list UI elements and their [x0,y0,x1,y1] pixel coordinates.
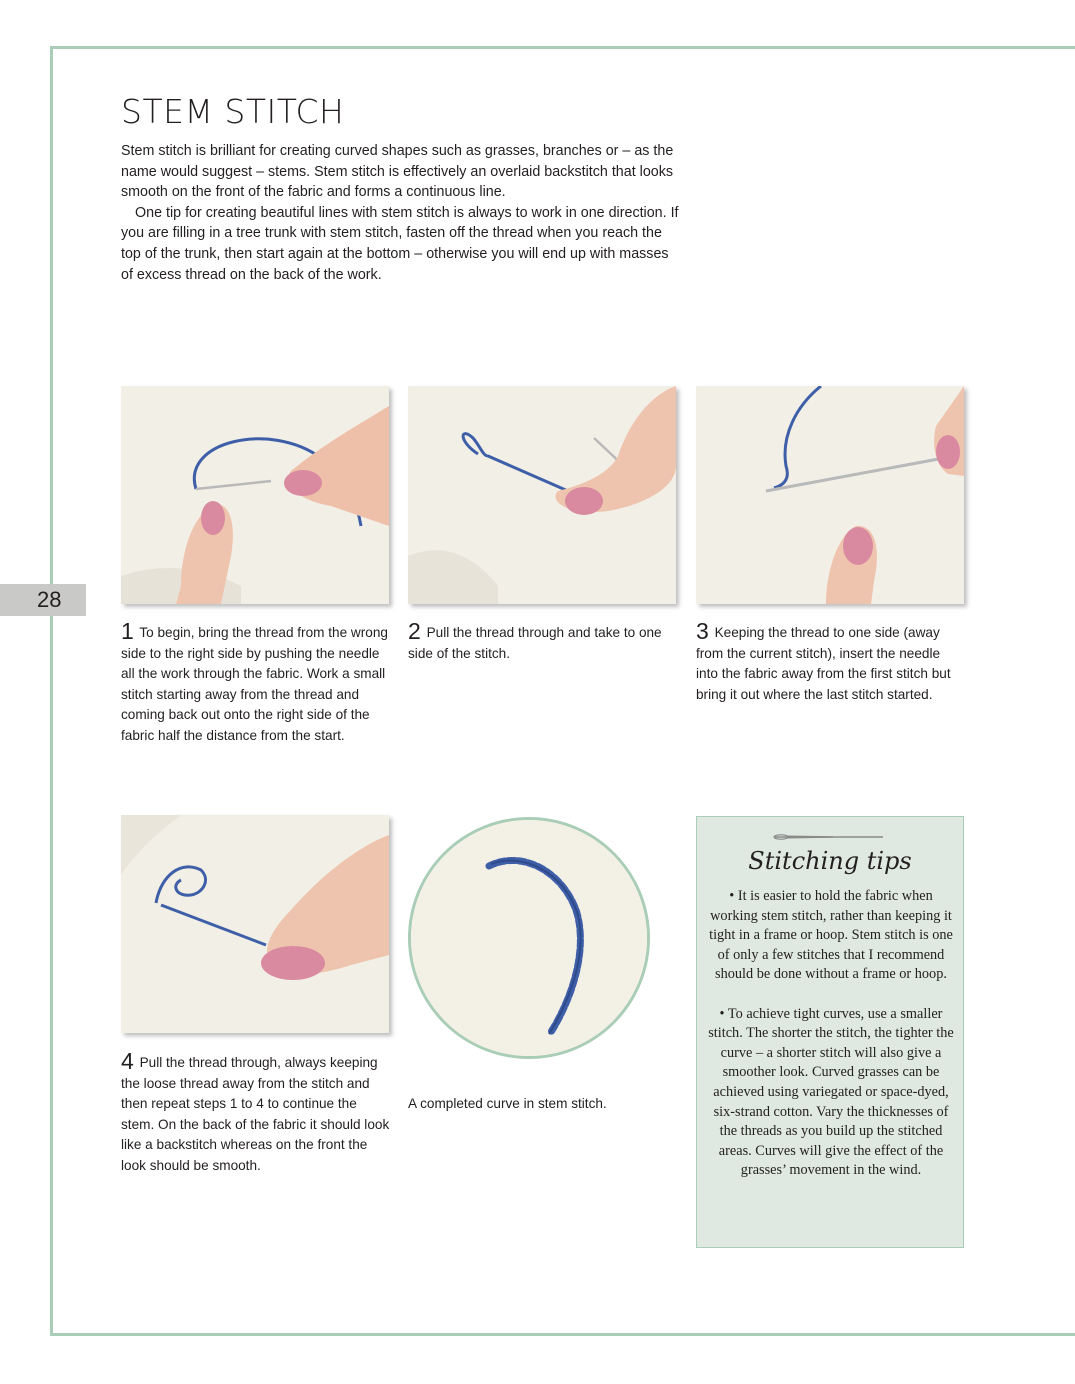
intro-text [121,141,681,285]
page-frame-bottom [50,1333,1075,1336]
tip-item-2: • To achieve tight curves, use a smaller stitch. The shorter the stitch, the tighter the curve – a shorter stitch will also give a smoother look. Curved grasses can be achieved using variegated or space-dyed, six-strand cotton. Vary the thicknesses of the threads as you build up the stitched areas. Curves will give the effect of the grasses’ movement in the wind. [708,1005,954,1179]
page-frame-top [50,46,1075,49]
step-4-number: 4 [121,1048,134,1074]
step-1-text: To begin, bring the thread from the wrong side to the right side by pushing the needle all the work through the fabric. Work a small stitch starting away from the thread and coming back out onto the right side of the fabric half the distance from the start. [121,625,388,743]
tips-body [705,887,957,1201]
page-title: STEM STITCH [121,92,345,131]
step-1-caption [121,618,389,747]
step-4-caption [121,1048,391,1177]
step-2-illustration [408,386,676,604]
step-3-text: Keeping the thread to one side (away from the current stitch), insert the needle into the fabric away from the first stitch but bring it out where the last stitch started. [696,625,951,702]
stitching-tips-box [696,816,964,1248]
completed-curve-caption: A completed curve in stem stitch. [408,1096,607,1111]
step-1-number: 1 [121,618,134,644]
step-4-text: Pull the thread through, always keeping the loose thread away from the stitch and then repeat steps 1 to 4 to continue the stem. On the back of the fabric it should look like a backstitch whereas on the front the look should be smooth. [121,1055,390,1173]
step-4-photo [121,815,389,1033]
page-number: 28 [37,587,62,612]
step-2-text: Pull the thread through and take to one side of the stitch. [408,625,662,661]
step-3-photo [696,386,964,604]
intro-paragraph-2: One tip for creating beautiful lines with stem stitch is always to work in one direction. If you are filling in a tree trunk with stem stitch, fasten off the thread when you reach the top of the trunk, then start again at the bottom – otherwise you will end up with masses of excess thread on the back of the work. [121,204,679,283]
needle-icon [773,833,885,841]
step-2-photo [408,386,676,604]
step-3-number: 3 [696,618,709,644]
step-2-number: 2 [408,618,421,644]
page-number-tab [0,584,86,616]
step-4-illustration [121,815,389,1033]
tip-item-1: • It is easier to hold the fabric when working stem stitch, rather than keeping it tight in a frame or hoop. Stem stitch is one of only a few stitches that I recommend should be done without a frame or hoop. [709,888,953,983]
step-3-illustration [696,386,964,604]
step-1-illustration [121,386,389,604]
step-1-photo [121,386,389,604]
completed-curve-photo [408,817,650,1059]
completed-curve-illustration [411,820,647,1056]
page-frame-left [50,46,53,1336]
intro-paragraph-1: Stem stitch is brilliant for creating curved shapes such as grasses, branches or – as the name would suggest – stems. Stem stitch is effectively an overlaid backstitch that looks smooth on the front of the fabric and forms a continuous line. [121,143,674,201]
tips-title: Stitching tips [748,847,912,875]
step-2-caption [408,618,676,664]
step-3-caption [696,618,964,705]
